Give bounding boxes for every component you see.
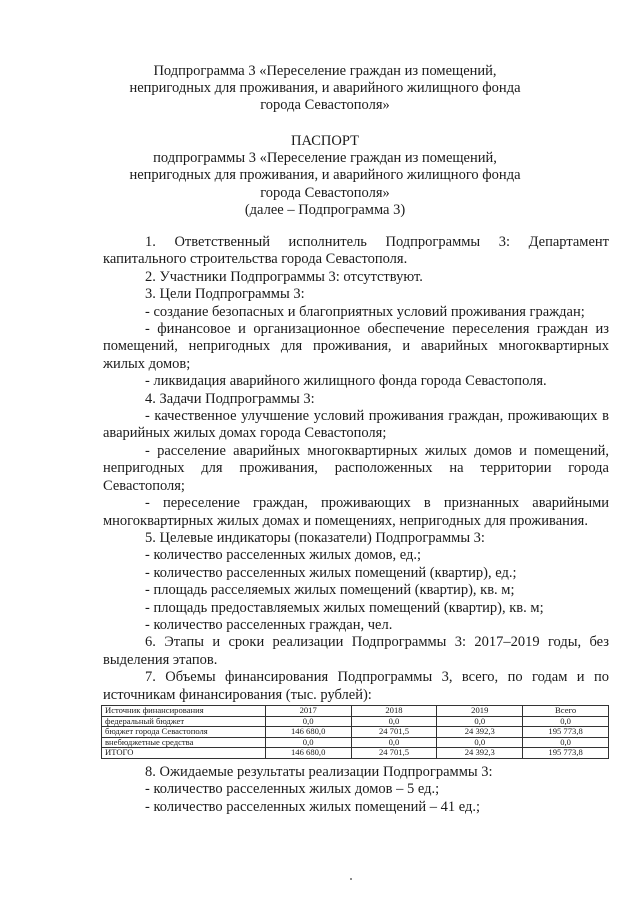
passport-line: города Севастополя» [260,184,390,201]
amount-cell: 0,0 [437,737,523,748]
title-line: города Севастополя» [260,97,390,114]
amount-cell: 195 773,8 [523,727,609,738]
header-cell: Источник финансирования [102,705,266,716]
table-header-row [102,705,609,716]
amount-cell: 24 392,3 [437,748,523,759]
indicator-item: - площадь расселяемых жилых помещений (квартир), кв. м; [145,582,515,599]
goal-item: - создание безопасных и благоприятных условий проживания граждан; [145,303,585,320]
indicator-item: - количество расселенных граждан, чел. [145,616,393,633]
result-item: - количество расселенных жилых домов – 5 ед.; [145,781,440,798]
source-cell: федеральный бюджет [102,716,266,727]
amount-cell: 24 392,3 [437,727,523,738]
result-item: - количество расселенных жилых помещений – 41 ед.; [145,798,481,815]
header-cell: Всего [523,705,609,716]
amount-cell: 195 773,8 [523,748,609,759]
passport-line: непригодных для проживания, и аварийного жилищного фонда [129,167,521,184]
task-item: - расселение аварийных многоквартирных жилых домов и помещений, непригодных для проживания, расположенных на территории города Севастополя; [103,442,609,494]
section-results-heading: 8. Ожидаемые результаты реализации Подпрограммы 3: [145,763,493,780]
passport-body [103,234,609,816]
scan-speck [350,878,352,880]
section-goals-heading: 3. Цели Подпрограммы 3: [145,286,305,303]
table-row [102,737,609,748]
subprogram-title [95,63,555,115]
title-line: Подпрограмма 3 «Переселение граждан из помещений, [153,63,497,79]
table-row [102,716,609,727]
table-row [102,748,609,759]
passport-heading: ПАСПОРТ [291,133,359,149]
indicator-item: - площадь предоставляемых жилых помещений (квартир), кв. м; [145,599,544,616]
passport-header [95,133,555,219]
amount-cell: 24 701,5 [351,727,437,738]
title-line: непригодных для проживания, и аварийного жилищного фонда [129,80,521,97]
passport-line: (далее – Подпрограмма 3) [244,201,406,218]
section-stages: 6. Этапы и сроки реализации Подпрограммы 3: 2017–2019 годы, без выделения этапов. [103,634,609,668]
amount-cell: 0,0 [351,716,437,727]
amount-cell: 0,0 [265,737,351,748]
amount-cell: 146 680,0 [265,748,351,759]
section-participants: 2. Участники Подпрограммы 3: отсутствуют. [145,268,423,285]
amount-cell: 0,0 [523,716,609,727]
table-row [102,727,609,738]
source-cell: ИТОГО [102,748,266,759]
section-responsible-executor: 1. Ответственный исполнитель Подпрограммы 3: Департамент капитального строительства города Севастополя. [103,234,609,268]
section-financing: 7. Объемы финансирования Подпрограммы 3, всего, по годам и по источникам финансирования (тыс. рублей): [103,669,609,703]
amount-cell: 0,0 [523,737,609,748]
goal-item: - ликвидация аварийного жилищного фонда города Севастополя. [145,373,547,390]
amount-cell: 146 680,0 [265,727,351,738]
source-cell: бюджет города Севастополя [102,727,266,738]
passport-line: подпрограммы 3 «Переселение граждан из помещений, [153,150,497,167]
header-cell: 2017 [265,705,351,716]
header-cell: 2019 [437,705,523,716]
source-cell: внебюджетные средства [102,737,266,748]
amount-cell: 0,0 [265,716,351,727]
task-item: - качественное улучшение условий проживания граждан, проживающих в аварийных жилых домах города Севастополя; [103,408,609,442]
section-indicators-heading: 5. Целевые индикаторы (показатели) Подпрограммы 3: [145,529,485,546]
indicator-item: - количество расселенных жилых домов, ед.; [145,547,422,564]
header-cell: 2018 [351,705,437,716]
financing-table [101,705,609,759]
amount-cell: 0,0 [437,716,523,727]
indicator-item: - количество расселенных жилых помещений (квартир), ед.; [145,564,517,581]
section-tasks-heading: 4. Задачи Подпрограммы 3: [145,390,315,407]
task-item: - переселение граждан, проживающих в признанных аварийными многоквартирных жилых домах и помещениях, непригодных для проживания. [103,495,609,529]
goal-item: - финансовое и организационное обеспечение переселения граждан из помещений, непригодных для проживания, и аварийных многоквартирных жилых домов; [103,321,609,372]
amount-cell: 0,0 [351,737,437,748]
amount-cell: 24 701,5 [351,748,437,759]
